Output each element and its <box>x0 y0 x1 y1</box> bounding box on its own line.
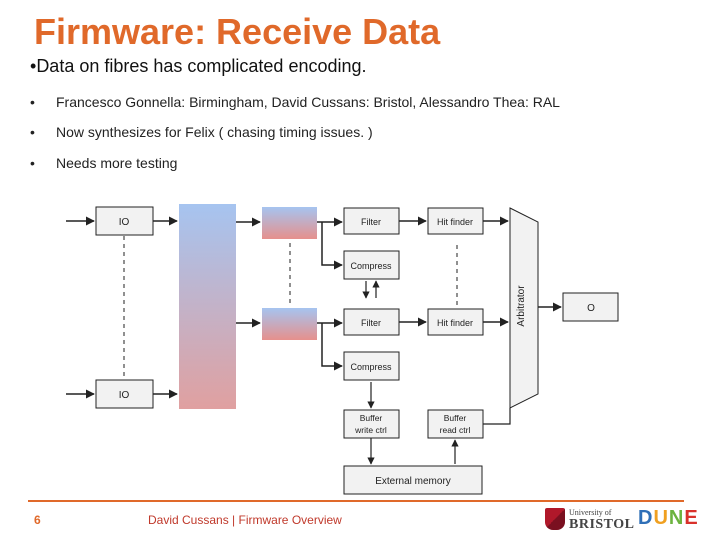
dune-letter-u: U <box>653 507 669 529</box>
filter-label-bottom: Filter <box>361 318 381 328</box>
bullet-text: Data on fibres has complicated encoding. <box>36 56 367 76</box>
buffer-write-label-line2: write ctrl <box>355 425 387 435</box>
bullet-marker: • <box>30 155 35 171</box>
footer-title: David Cussans | Firmware Overview <box>148 513 342 527</box>
bullet-marker: • <box>30 56 37 76</box>
bristol-logo-line1: University of <box>569 508 612 517</box>
branch-to-compress-arrow-top <box>322 222 342 265</box>
bullet-text: Needs more testing <box>56 155 178 171</box>
hitfinder-label-top: Hit finder <box>436 217 474 227</box>
external-memory-box <box>344 466 482 494</box>
page-number: 6 <box>34 513 41 527</box>
external-memory-label: External memory <box>375 476 451 487</box>
readctrl-to-arbitrator-line <box>483 408 510 424</box>
buffer-read-ctrl-box <box>428 410 483 438</box>
hitfinder-label-bottom: Hit finder <box>436 318 474 328</box>
slide-title: Firmware: Receive Data <box>34 11 441 52</box>
buffer-write-label-line1: Buffer <box>359 413 383 423</box>
dune-logo <box>638 507 699 530</box>
compress-box-bottom <box>344 352 399 380</box>
bristol-crest-icon <box>545 508 565 530</box>
buffer-block-top <box>262 207 317 239</box>
bullet-marker: • <box>30 94 35 110</box>
buffer-block-bottom <box>262 308 317 340</box>
filter-box-bottom <box>344 309 399 335</box>
io-box-top <box>96 207 153 235</box>
dune-letter-n: N <box>668 507 685 529</box>
branch-to-compress-arrow-bottom <box>322 323 342 366</box>
bristol-logo-line2: BRISTOL <box>569 517 635 532</box>
hitfinder-box-top <box>428 208 483 234</box>
output-box <box>563 293 618 321</box>
arbitrator-label: Arbitrator <box>516 285 527 327</box>
buffer-read-label-line1: Buffer <box>443 413 467 423</box>
dune-letter-d: D <box>638 507 654 529</box>
hitfinder-box-bottom <box>428 309 483 335</box>
compress-label-bottom: Compress <box>350 362 392 372</box>
compress-label-top: Compress <box>350 261 392 271</box>
footer-divider <box>28 500 684 502</box>
university-of-bristol-logo <box>545 507 635 533</box>
filter-box-top <box>344 208 399 234</box>
bullet-marker: • <box>30 124 35 140</box>
io-label-bottom: IO <box>118 390 130 401</box>
io-box-bottom <box>96 380 153 408</box>
deserializer-block <box>179 204 236 409</box>
output-label: O <box>587 303 595 314</box>
bullet-text: Francesco Gonnella: Birmingham, David Cussans: Bristol, Alessandro Thea: RAL <box>56 94 560 110</box>
arbitrator-block <box>510 208 538 408</box>
compress-box-top <box>344 251 399 279</box>
io-label-top: IO <box>118 217 130 228</box>
buffer-read-label-line2: read ctrl <box>439 425 471 435</box>
filter-label-top: Filter <box>361 217 381 227</box>
buffer-write-ctrl-box <box>344 410 399 438</box>
bullet-text: Now synthesizes for Felix ( chasing timing issues. ) <box>56 124 373 140</box>
dune-letter-e: E <box>684 507 699 529</box>
